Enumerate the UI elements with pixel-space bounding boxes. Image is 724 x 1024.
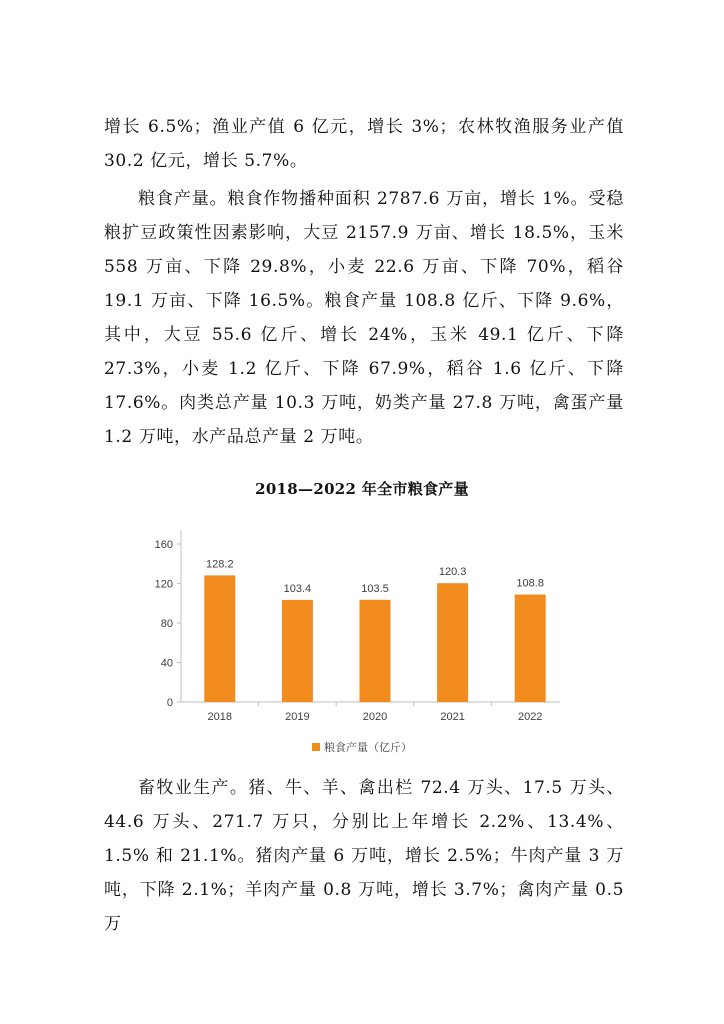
x-tick-label: 2022: [517, 711, 543, 723]
y-tick-label: 40: [160, 657, 173, 670]
data-label: 108.8: [516, 577, 544, 590]
y-tick-label: 80: [160, 618, 173, 630]
paragraph-fishery: 增长 6.5%；渔业产值 6 亿元，增长 3%；农林牧渔服务业产值 30.2 亿元，增长 5.7%。: [104, 117, 624, 171]
y-tick-label: 0: [166, 697, 173, 709]
paragraph-livestock: 畜牧业生产。猪、牛、羊、禽出栏 72.4 万头、17.5 万头、44.6 万头、271.7 万只，分别比上年增长 2.2%、13.4%、1.5% 和 21.1%。猪肉产量 6 万吨，增长 2.5%；牛肉产量 3 万吨，下降 2.1%；羊肉产量 0.8 万吨，增长 3.7%；禽肉产量 0.5 万: [104, 778, 624, 934]
paragraph-grain-output: 粮食产量。粮食作物播种面积 2787.6 万亩，增长 1%。受稳粮扩豆政策性因素影响，大豆 2157.9 万亩、增长 18.5%，玉米 558 万亩、下降 29.8%，小麦 22.6 万亩、下降 70%，稻谷 19.1 万亩、下降 16.5%。粮食产量 108.8 亿斤、下降 9.6%，其中，大豆 55.6 亿斤、增长 24%，玉米 49.1 亿斤、下降 27.3%，小麦 1.2 亿斤、下降 67.9%，稻谷 1.6 亿斤、下降 17.6%。肉类总产量 10.3 万吨，奶类产量 27.8 万吨，禽蛋产量 1.2 万吨，水产品总产量 2 万吨。: [104, 189, 624, 447]
grain-output-bar-chart: [140, 520, 560, 760]
bar-2020: [360, 600, 391, 702]
bar-2019: [282, 600, 313, 702]
bar-2018: [204, 575, 235, 702]
x-tick-label: 2019: [285, 711, 310, 723]
y-tick-label: 160: [154, 539, 173, 551]
x-tick-label: 2018: [207, 711, 233, 723]
bar-2022: [515, 595, 546, 702]
x-tick-label: 2020: [362, 711, 388, 723]
x-tick-label: 2021: [440, 711, 465, 723]
data-label: 103.4: [283, 582, 312, 595]
legend-swatch: [312, 743, 320, 751]
chart-title: 2018—2022 年全市粮食产量: [255, 480, 469, 498]
bar-2021: [437, 583, 468, 702]
data-label: 120.3: [438, 566, 467, 579]
legend-label: 粮食产量（亿斤）: [324, 742, 412, 754]
data-label: 103.5: [361, 582, 389, 595]
data-label: 128.2: [206, 558, 234, 571]
y-tick-label: 120: [154, 578, 173, 591]
